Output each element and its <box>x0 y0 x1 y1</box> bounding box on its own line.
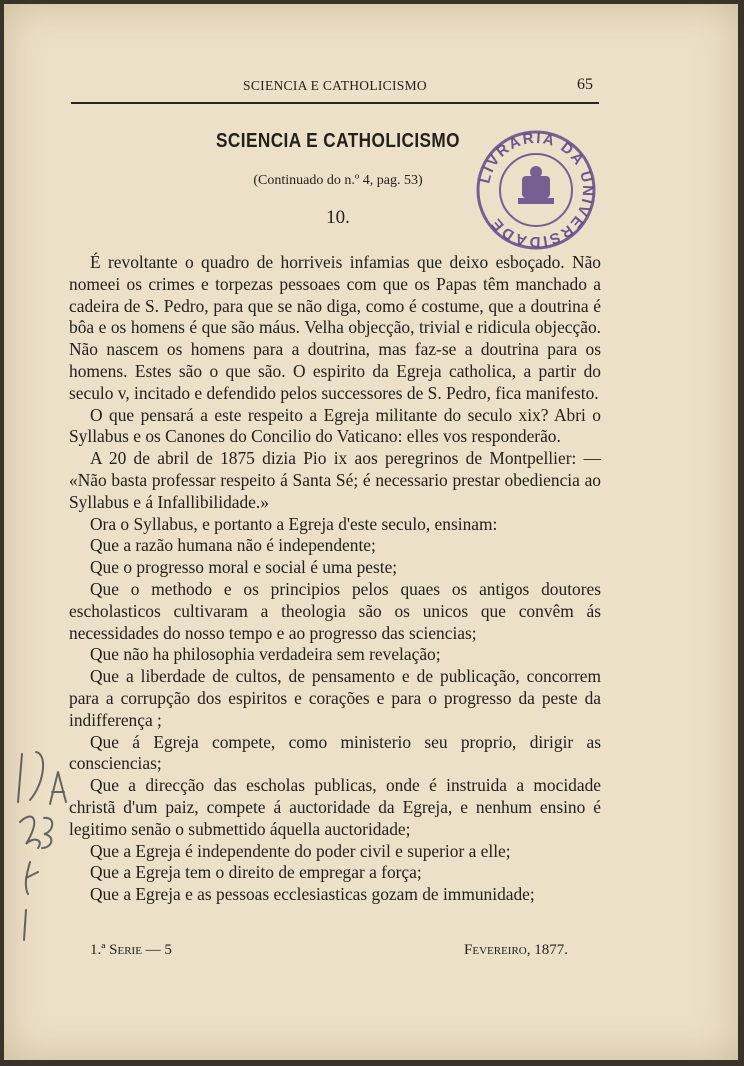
paragraph: Que a direcção das escholas publicas, onde é instruida a mocidade christã d'um paiz, compete á auctoridade da Egreja, e nenhum ensino é legitimo senão o submettido áquella auctoridade; <box>69 775 601 839</box>
paragraph: A 20 de abril de 1875 dizia Pio ix aos peregrinos de Montpellier: — «Não basta professar respeito á Santa Sé; é necessario prestar obediencia ao Syllabus e á Infallibilidade.» <box>69 448 601 512</box>
paragraph: Que a Egreja e as pessoas ecclesiasticas gozam de immunidade; <box>90 884 535 905</box>
book-page <box>4 4 738 1060</box>
paragraph: Que a Egreja é independente do poder civil e superior a elle; <box>90 840 511 861</box>
running-head <box>71 72 599 104</box>
paragraph: Que o methodo e os principios pelos quaes os antigos doutores escholasticos cultivaram a theologia são os unicos que convêm ás necessidades do nosso tempo e ao progresso das sciencias; <box>69 578 601 643</box>
paragraph: Que a Egreja tem o direito de empregar a força; <box>90 862 422 883</box>
body-text <box>69 252 601 906</box>
page-number: 65 <box>577 76 593 93</box>
paragraph: Que a liberdade de cultos, de pensamento e de publicação, concorrem para a corrupção dos espiritos e corações e para o progresso da peste da indifferença ; <box>69 666 601 730</box>
issue-date: Fevereiro, 1877. <box>464 942 568 958</box>
continued-note: (Continuado do n.º 4, pag. 53) <box>253 173 423 188</box>
running-title: SCIENCIA E CATHOLICISMO <box>243 78 427 93</box>
printer-signature: 1.ª Serie — 5 <box>90 942 172 958</box>
paragraph: Que não ha philosophia verdadeira sem revelação; <box>90 644 441 665</box>
paragraph: O que pensará a este respeito a Egreja militante do seculo xix? Abri o Syllabus e os Canones do Concilio do Vaticano: elles vos responderão. <box>69 404 601 447</box>
paragraph: Que á Egreja compete, como ministerio seu proprio, dirigir as consciencias; <box>69 731 601 774</box>
paragraph: É revoltante o quadro de horriveis infamias que deixo esboçado. Não nomeei os crimes e torpezas pessoaes com que os Papas têm manchado a cadeira de S. Pedro, para que se não diga, como é costume, que a doutrina é bôa e os homens é que são máus. Velha objecção, trivial e ridicula objecção. Não nascem os homens para a doutrina, mas faz-se a doutrina para os homens. Estes são o que são. O espirito da Egreja catholica, a partir do seculo v, incitado e defendido pelos successores de S. Pedro, fica manifesto. <box>69 252 601 403</box>
paragraph: Que o progresso moral e social é uma peste; <box>90 557 398 578</box>
page-footer <box>90 942 568 966</box>
section-number: 10. <box>326 207 350 228</box>
pencil-marginalia <box>4 744 84 944</box>
paragraph: Ora o Syllabus, e portanto a Egreja d'este seculo, ensinam: <box>90 513 498 534</box>
paragraph: Que a razão humana não é independente; <box>90 535 376 556</box>
stamp-text: LIVRARIA DA UNIVERSIDADE <box>476 129 597 251</box>
article-title: SCIENCIA E CATHOLICISMO <box>215 130 460 152</box>
